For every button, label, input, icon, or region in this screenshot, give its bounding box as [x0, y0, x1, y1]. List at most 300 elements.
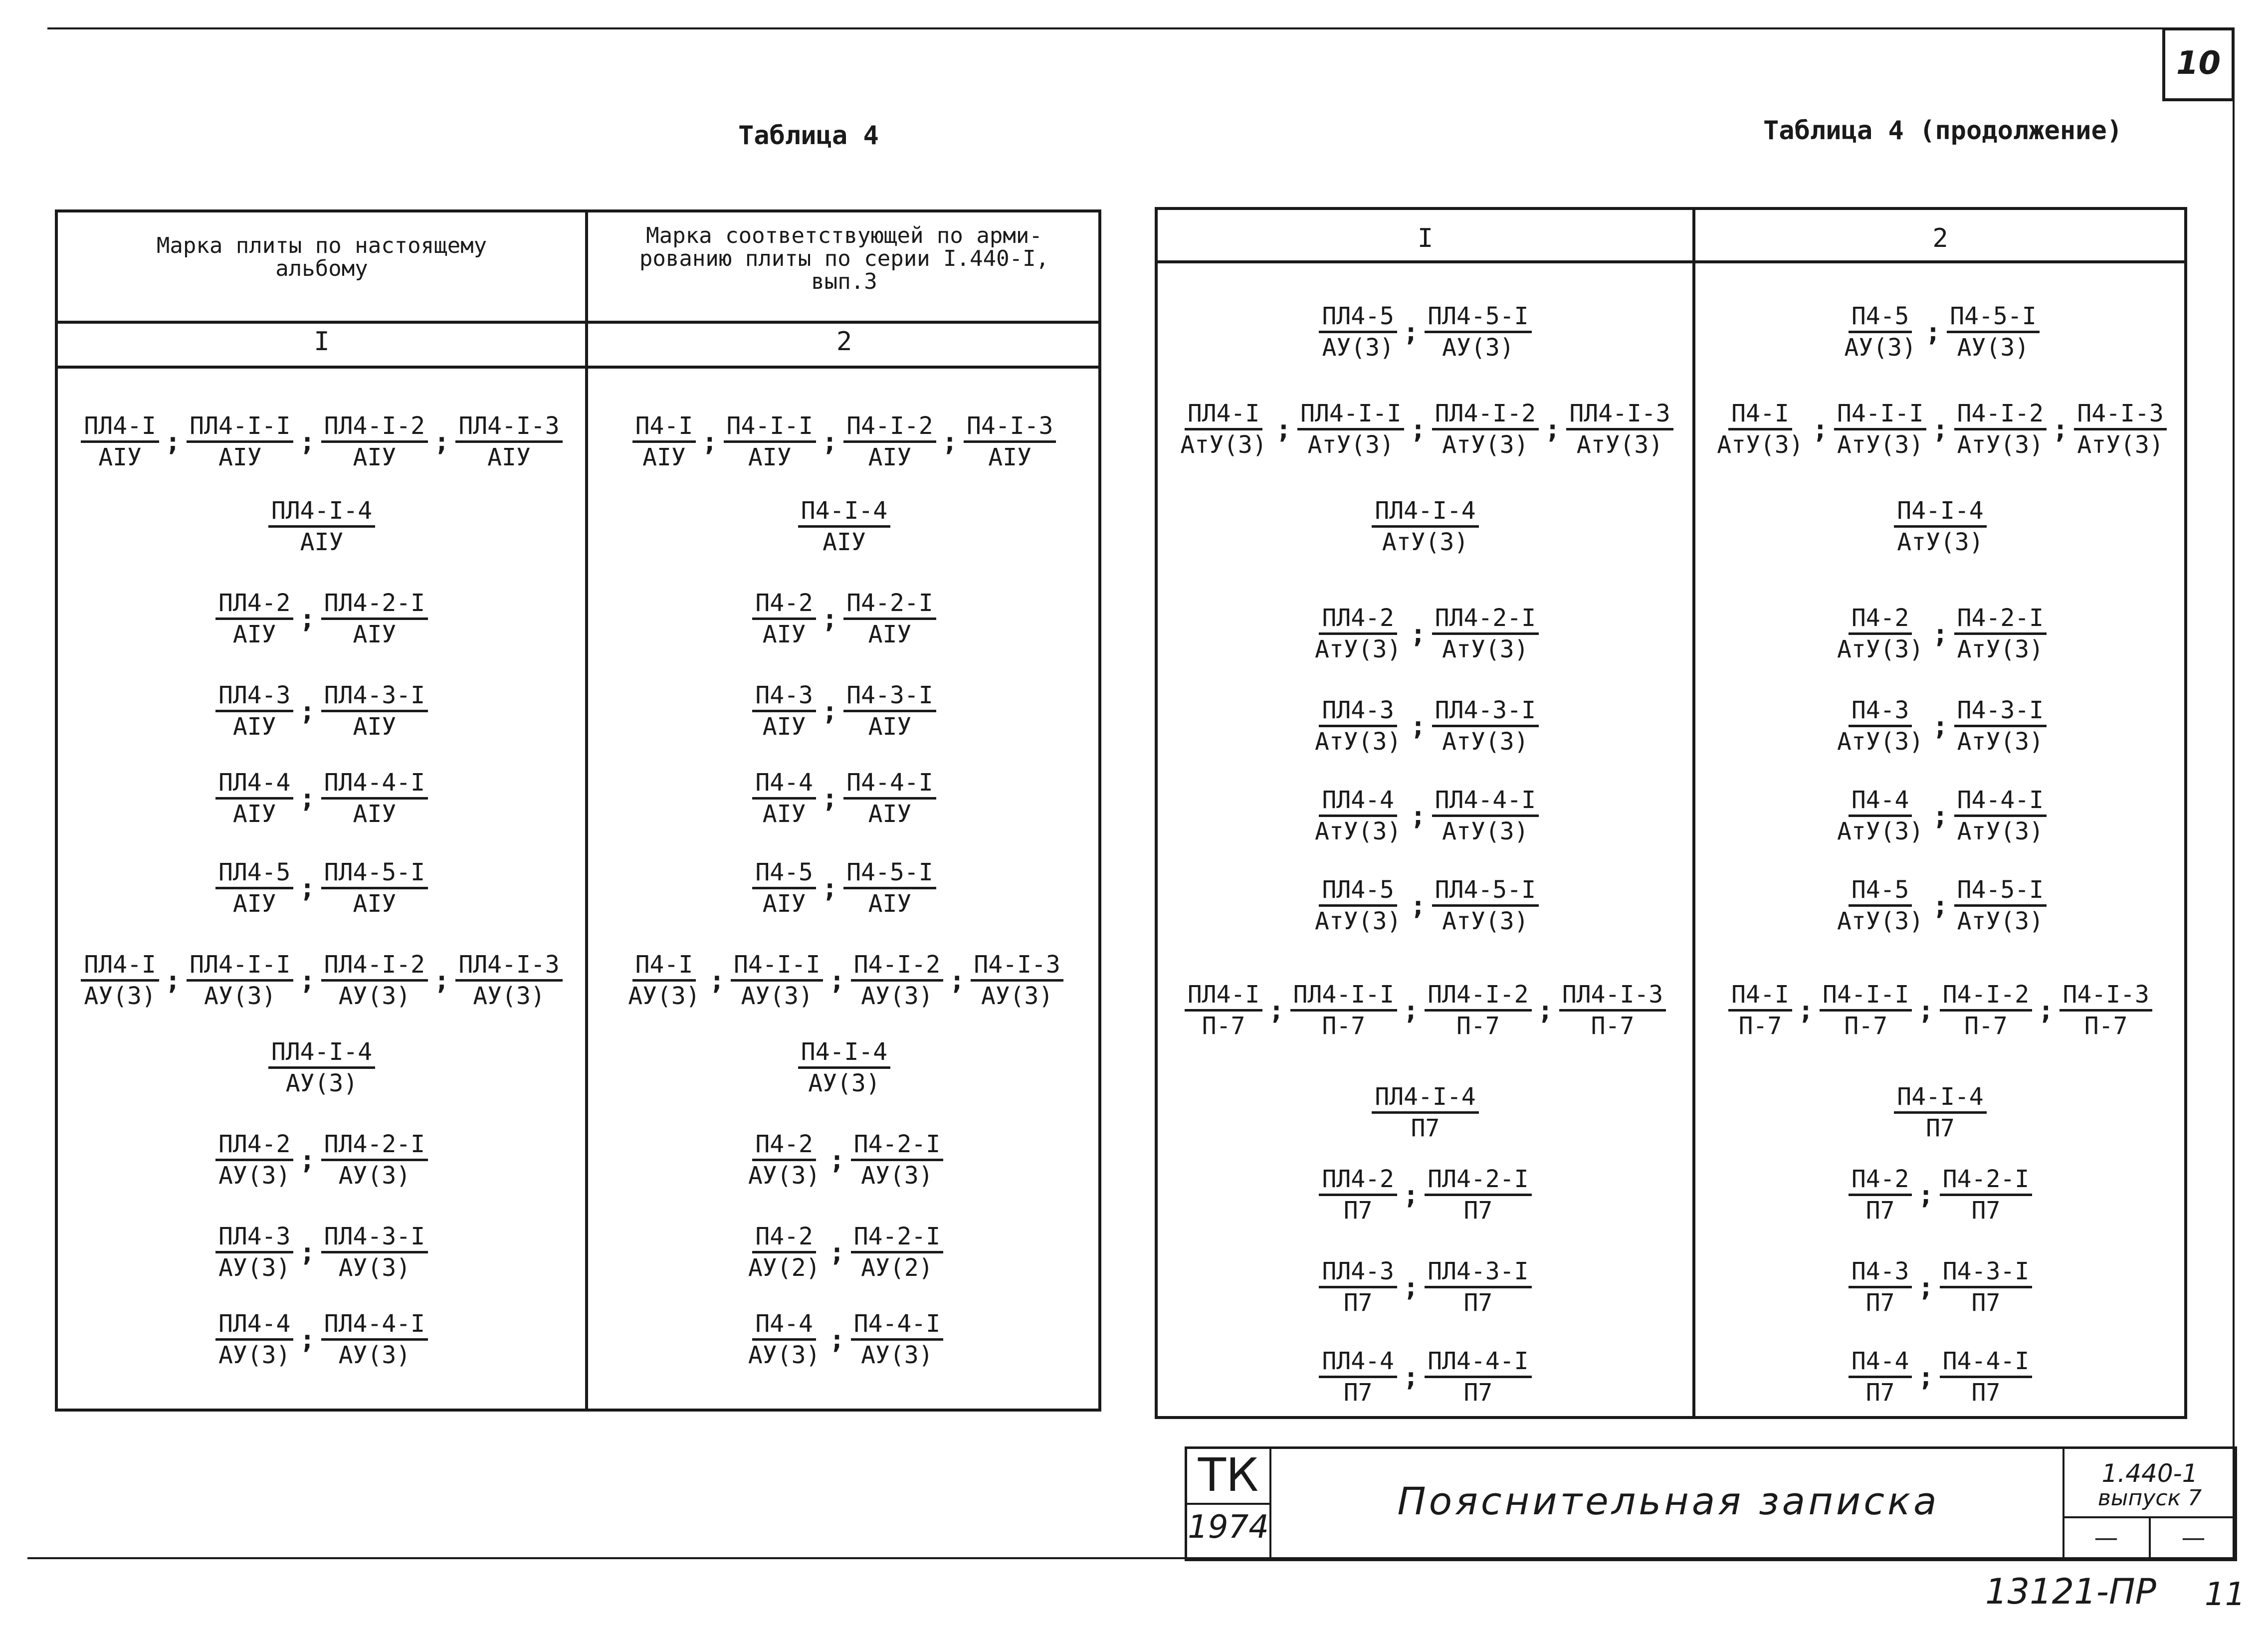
- reinforcement-class: AтУ(3): [1717, 431, 1804, 459]
- reinforcement-class: AтУ(3): [1315, 907, 1402, 935]
- mark-fraction: [1425, 1165, 1531, 1225]
- mark-row: [1160, 496, 1691, 557]
- reinforcement-class: AIУ: [300, 528, 344, 556]
- mark-row: [591, 411, 1097, 472]
- reinforcement-class: AIУ: [762, 713, 806, 741]
- mark-fraction: [215, 1309, 294, 1370]
- mark-fraction: [1312, 696, 1404, 756]
- mark-name: П4-I: [1728, 980, 1792, 1012]
- mark-name: ПЛ4-3-I: [321, 1222, 428, 1253]
- reinforcement-class: AУ(2): [748, 1254, 821, 1282]
- reinforcement-class: П-7: [2084, 1012, 2128, 1040]
- mark-row: [1160, 604, 1691, 664]
- mark-fraction: [1432, 875, 1539, 936]
- mark-name: П4-I-I: [724, 411, 816, 443]
- mark-name: ПЛ4-I-3: [455, 411, 562, 443]
- reinforcement-class: AтУ(3): [1442, 728, 1529, 756]
- separator: ;: [1410, 711, 1426, 741]
- reinforcement-class: AУ(3): [1442, 334, 1514, 362]
- mark-row: [591, 589, 1097, 649]
- mark-name: ПЛ4-5-I: [1432, 875, 1539, 907]
- mark-name: П4-I-4: [1894, 496, 1986, 528]
- mark-name: ПЛ4-4-I: [321, 1309, 428, 1341]
- mark-name: ПЛ4-I-2: [1425, 980, 1531, 1012]
- left-col2-number: 2: [836, 327, 852, 357]
- mark-name: ПЛ4-2-I: [1425, 1165, 1531, 1196]
- mark-name: П4-I: [632, 950, 696, 982]
- reinforcement-class: П7: [1865, 1197, 1895, 1224]
- mark-row: [1696, 604, 2185, 664]
- mark-name: ПЛ4-3: [215, 681, 294, 712]
- reinforcement-class: AтУ(3): [1897, 528, 1984, 556]
- mark-fraction: [724, 411, 816, 472]
- mark-name: П4-I-2: [843, 411, 936, 443]
- mark-name: П4-5: [752, 858, 816, 889]
- mark-fraction: [321, 768, 428, 828]
- reinforcement-class: AIУ: [988, 443, 1031, 471]
- left-header-line-1: [55, 321, 1101, 324]
- separator: ;: [299, 1324, 315, 1355]
- mark-row: [591, 496, 1097, 557]
- mark-fraction: [1290, 980, 1397, 1040]
- reinforcement-class: П7: [1463, 1197, 1493, 1224]
- mark-fraction: [1954, 399, 2047, 459]
- mark-name: ПЛ4-2: [215, 1130, 294, 1161]
- mark-fraction: [321, 681, 428, 741]
- mark-row: [1696, 696, 2185, 756]
- mark-fraction: [1312, 875, 1404, 936]
- mark-name: ПЛ4-5: [1319, 875, 1397, 907]
- reinforcement-class: AУ(3): [218, 1341, 291, 1369]
- mark-name: ПЛ4-4: [215, 1309, 294, 1341]
- reinforcement-class: AУ(3): [204, 982, 276, 1010]
- mark-name: П4-I-3: [964, 411, 1056, 443]
- mark-fraction: [1319, 302, 1397, 362]
- reinforcement-class: AтУ(3): [1957, 728, 2044, 756]
- mark-row: [1160, 1082, 1691, 1143]
- mark-fraction: [752, 768, 816, 828]
- separator: ;: [299, 1237, 315, 1267]
- mark-fraction: [455, 411, 562, 472]
- mark-fraction: [1940, 1257, 2032, 1317]
- mark-fraction: [1372, 1082, 1478, 1143]
- mark-name: П4-3: [1849, 1257, 1912, 1288]
- reinforcement-class: AУ(3): [338, 982, 411, 1010]
- separator: ;: [1268, 995, 1284, 1025]
- separator: ;: [434, 965, 450, 996]
- stamp-dash-2: —: [2181, 1524, 2206, 1552]
- mark-name: П4-3-I: [1954, 696, 2047, 727]
- stamp-series: 1.440-1: [2101, 1459, 2198, 1488]
- separator: ;: [709, 965, 725, 996]
- mark-row: [1160, 875, 1691, 936]
- stamp-org: ТК: [1198, 1448, 1259, 1502]
- mark-name: П4-2: [752, 1130, 816, 1161]
- mark-name: П4-I-3: [971, 950, 1063, 982]
- mark-row: [591, 1037, 1097, 1098]
- reinforcement-class: AIУ: [868, 713, 912, 741]
- stamp-year: 1974: [1188, 1509, 1269, 1546]
- mark-name: П4-I-I: [1820, 980, 1912, 1012]
- reinforcement-class: AУ(3): [748, 1341, 821, 1369]
- separator: ;: [822, 783, 838, 814]
- reinforcement-class: AIУ: [642, 443, 686, 471]
- reinforcement-class: AтУ(3): [1442, 431, 1529, 459]
- reinforcement-class: AтУ(3): [1315, 635, 1402, 663]
- reinforcement-class: П-7: [1964, 1012, 2008, 1040]
- mark-fraction: [1894, 496, 1986, 557]
- mark-row: [1696, 875, 2185, 936]
- reinforcement-class: AIУ: [868, 890, 912, 918]
- reinforcement-class: AтУ(3): [1382, 528, 1469, 556]
- reinforcement-class: AУ(2): [861, 1254, 933, 1282]
- mark-fraction: [1319, 1165, 1397, 1225]
- separator: ;: [165, 426, 181, 457]
- mark-name: П4-3-I: [843, 681, 936, 712]
- mark-fraction: [971, 950, 1063, 1011]
- mark-fraction: [81, 950, 159, 1011]
- mark-name: ПЛ4-2-I: [321, 1130, 428, 1161]
- separator: ;: [1812, 414, 1828, 444]
- reinforcement-class: П-7: [1591, 1012, 1635, 1040]
- mark-name: ПЛ4-I: [81, 411, 159, 443]
- stamp-dash-1: —: [2094, 1524, 2118, 1552]
- reinforcement-class: AУ(3): [1844, 334, 1916, 362]
- mark-fraction: [1849, 1165, 1912, 1225]
- mark-row: [591, 950, 1097, 1011]
- mark-name: П4-I-2: [1954, 399, 2047, 430]
- reinforcement-class: П7: [1865, 1379, 1895, 1407]
- reinforcement-class: AУ(3): [338, 1341, 411, 1369]
- mark-name: ПЛ4-I: [81, 950, 159, 982]
- mark-fraction: [1940, 1347, 2032, 1407]
- mark-fraction: [752, 681, 816, 741]
- frame-right-line: [2233, 27, 2235, 1559]
- mark-fraction: [187, 950, 293, 1011]
- mark-row: [1696, 1347, 2185, 1407]
- mark-name: ПЛ4-4-I: [1425, 1347, 1531, 1378]
- mark-name: П4-I-2: [851, 950, 943, 982]
- mark-name: ПЛ4-2: [215, 589, 294, 620]
- separator: ;: [829, 1145, 845, 1175]
- reinforcement-class: AIУ: [868, 443, 912, 471]
- mark-name: ПЛ4-3-I: [321, 681, 428, 712]
- reinforcement-class: AУ(3): [338, 1162, 411, 1190]
- mark-name: П4-4-I: [843, 768, 936, 800]
- mark-name: П4-I-4: [1894, 1082, 1986, 1114]
- reinforcement-class: AIУ: [232, 890, 276, 918]
- mark-fraction: [321, 411, 428, 472]
- mark-fraction: [1820, 980, 1912, 1040]
- separator: ;: [2053, 414, 2068, 444]
- stamp-title: Пояснительная записка: [1397, 1479, 1940, 1523]
- reinforcement-class: AУ(3): [861, 982, 933, 1010]
- left-col1-header: Марка плиты по настоящему альбому: [156, 233, 487, 281]
- separator: ;: [822, 604, 838, 634]
- reinforcement-class: AIУ: [353, 890, 397, 918]
- mark-row: [1160, 1347, 1691, 1407]
- mark-fraction: [632, 411, 696, 472]
- reinforcement-class: AIУ: [353, 800, 397, 828]
- mark-name: ПЛ4-I-2: [321, 950, 428, 982]
- reinforcement-class: AУ(3): [1322, 334, 1394, 362]
- reinforcement-class: П7: [1926, 1114, 1955, 1142]
- separator: ;: [1918, 1362, 1934, 1392]
- reinforcement-class: AтУ(3): [1957, 635, 2044, 663]
- mark-name: ПЛ4-2-I: [321, 589, 428, 620]
- mark-name: П4-2: [752, 589, 816, 620]
- mark-fraction: [843, 768, 936, 828]
- mark-name: П4-3: [752, 681, 816, 712]
- mark-fraction: [851, 1222, 943, 1282]
- mark-fraction: [1834, 696, 1926, 756]
- mark-name: ПЛ4-I-I: [1290, 980, 1397, 1012]
- reinforcement-class: AУ(3): [1957, 334, 2030, 362]
- mark-fraction: [1185, 980, 1263, 1040]
- mark-name: П4-2-I: [1954, 604, 2047, 635]
- separator: ;: [299, 965, 315, 996]
- mark-name: ПЛ4-I-4: [1372, 1082, 1478, 1114]
- mark-fraction: [1432, 696, 1539, 756]
- mark-row: [1160, 980, 1691, 1040]
- separator: ;: [1403, 1272, 1419, 1302]
- separator: ;: [1932, 618, 1948, 649]
- reinforcement-class: П7: [1343, 1197, 1373, 1224]
- reinforcement-class: AУ(3): [218, 1162, 291, 1190]
- mark-fraction: [1432, 786, 1539, 846]
- mark-fraction: [752, 589, 816, 649]
- mark-fraction: [1372, 496, 1478, 557]
- mark-name: П4-5-I: [843, 858, 936, 889]
- mark-name: П4-2-I: [843, 589, 936, 620]
- right-table-caption: Таблица 4 (продолжение): [1763, 116, 2123, 146]
- separator: ;: [702, 426, 718, 457]
- reinforcement-class: П7: [1343, 1379, 1373, 1407]
- separator: ;: [949, 965, 965, 996]
- reinforcement-class: AтУ(3): [1837, 431, 1924, 459]
- mark-fraction: [1319, 1347, 1397, 1407]
- mark-name: П4-4-I: [1954, 786, 2047, 817]
- reinforcement-class: AУ(3): [861, 1162, 933, 1190]
- separator: ;: [1410, 618, 1426, 649]
- mark-fraction: [1849, 1257, 1912, 1317]
- mark-fraction: [215, 768, 294, 828]
- mark-row: [60, 589, 584, 649]
- separator: ;: [829, 1324, 845, 1355]
- reinforcement-class: AтУ(3): [1957, 907, 2044, 935]
- mark-row: [591, 1130, 1097, 1190]
- reinforcement-class: AУ(3): [338, 1254, 411, 1282]
- reinforcement-class: П7: [1463, 1289, 1493, 1317]
- mark-name: ПЛ4-I-I: [1297, 399, 1404, 430]
- mark-fraction: [321, 950, 428, 1011]
- mark-fraction: [731, 950, 823, 1011]
- mark-fraction: [1432, 399, 1539, 459]
- reinforcement-class: П-7: [1738, 1012, 1782, 1040]
- mark-name: ПЛ4-2-I: [1432, 604, 1539, 635]
- mark-fraction: [215, 589, 294, 649]
- mark-fraction: [851, 950, 943, 1011]
- reinforcement-class: AIУ: [487, 443, 531, 471]
- mark-name: ПЛ4-I-I: [187, 411, 293, 443]
- separator: ;: [1410, 801, 1426, 831]
- mark-name: П4-3: [1849, 696, 1912, 727]
- mark-name: П4-I-3: [2060, 980, 2152, 1012]
- mark-name: ПЛ4-I-3: [455, 950, 562, 982]
- mark-fraction: [625, 950, 703, 1011]
- mark-name: ПЛ4-4: [1319, 786, 1397, 817]
- page-number: 10: [2176, 45, 2221, 82]
- mark-row: [60, 768, 584, 828]
- mark-row: [60, 950, 584, 1011]
- mark-fraction: [2060, 980, 2152, 1040]
- mark-row: [60, 411, 584, 472]
- separator: ;: [299, 873, 315, 903]
- reinforcement-class: AIУ: [232, 620, 276, 648]
- reinforcement-class: П7: [1971, 1289, 2001, 1317]
- reinforcement-class: AтУ(3): [1957, 817, 2044, 845]
- mark-name: ПЛ4-I-I: [187, 950, 293, 982]
- mark-name: П4-2: [752, 1222, 816, 1253]
- mark-name: П4-3-I: [1940, 1257, 2032, 1288]
- separator: ;: [942, 426, 958, 457]
- reinforcement-class: AIУ: [98, 443, 142, 471]
- mark-name: П4-5-I: [1947, 302, 2039, 333]
- reinforcement-class: AтУ(3): [1837, 635, 1924, 663]
- reinforcement-class: AУ(3): [473, 982, 545, 1010]
- reinforcement-class: AтУ(3): [1307, 431, 1394, 459]
- mark-fraction: [1728, 980, 1792, 1040]
- mark-fraction: [1834, 399, 1926, 459]
- right-header-line: [1155, 260, 2187, 263]
- mark-fraction: [798, 496, 890, 557]
- mark-name: ПЛ4-3: [1319, 1257, 1397, 1288]
- reinforcement-class: AIУ: [762, 890, 806, 918]
- left-col1-number: I: [314, 327, 330, 357]
- separator: ;: [1918, 995, 1934, 1025]
- mark-fraction: [268, 1037, 375, 1098]
- mark-fraction: [843, 411, 936, 472]
- mark-fraction: [851, 1130, 943, 1190]
- separator: ;: [1932, 414, 1948, 444]
- mark-fraction: [1425, 1257, 1531, 1317]
- separator: ;: [299, 783, 315, 814]
- mark-name: ПЛ4-3-I: [1432, 696, 1539, 727]
- mark-fraction: [752, 858, 816, 918]
- mark-fraction: [1566, 399, 1673, 459]
- left-col2-header: Марка соответствующей по арми- рованию плиты по серии I.440-I, вып.3: [639, 223, 1049, 294]
- mark-name: П4-5: [1849, 875, 1912, 907]
- reinforcement-class: AIУ: [353, 620, 397, 648]
- reinforcement-class: AтУ(3): [1180, 431, 1267, 459]
- mark-name: ПЛ4-3: [1319, 696, 1397, 727]
- reinforcement-class: AтУ(3): [1442, 907, 1529, 935]
- mark-name: П4-I: [632, 411, 696, 443]
- mark-name: П4-4: [752, 1309, 816, 1341]
- reinforcement-class: AтУ(3): [1315, 728, 1402, 756]
- mark-name: ПЛ4-I-2: [1432, 399, 1539, 430]
- mark-name: ПЛ4-5: [1319, 302, 1397, 333]
- reinforcement-class: AУ(3): [981, 982, 1053, 1010]
- mark-fraction: [1940, 1165, 2032, 1225]
- reinforcement-class: П7: [1971, 1197, 2001, 1224]
- stamp-divider-3: [2149, 1516, 2151, 1561]
- mark-fraction: [745, 1130, 824, 1190]
- mark-fraction: [81, 411, 159, 472]
- mark-name: П4-2-I: [851, 1130, 943, 1161]
- reinforcement-class: AУ(3): [285, 1069, 358, 1097]
- separator: ;: [1918, 1180, 1934, 1210]
- separator: ;: [1410, 890, 1426, 921]
- mark-fraction: [1432, 604, 1539, 664]
- mark-name: ПЛ4-5-I: [321, 858, 428, 889]
- mark-fraction: [798, 1037, 890, 1098]
- mark-fraction: [1297, 399, 1404, 459]
- reinforcement-class: AтУ(3): [1837, 728, 1924, 756]
- reinforcement-class: П7: [1865, 1289, 1895, 1317]
- mark-fraction: [215, 681, 294, 741]
- mark-row: [591, 681, 1097, 741]
- reinforcement-class: AIУ: [762, 620, 806, 648]
- separator: ;: [1798, 995, 1814, 1025]
- separator: ;: [1932, 801, 1948, 831]
- separator: ;: [1403, 317, 1419, 347]
- reinforcement-class: AIУ: [868, 800, 912, 828]
- mark-name: ПЛ4-I: [1185, 980, 1263, 1012]
- mark-row: [1696, 399, 2185, 459]
- mark-name: ПЛ4-I-3: [1559, 980, 1666, 1012]
- reinforcement-class: AтУ(3): [1442, 635, 1529, 663]
- mark-name: П4-I-I: [731, 950, 823, 982]
- separator: ;: [1545, 414, 1561, 444]
- mark-name: ПЛ4-5: [215, 858, 294, 889]
- right-table-divider: [1692, 207, 1695, 1419]
- mark-name: П4-2-I: [851, 1222, 943, 1253]
- footer-sheet: 11: [2205, 1576, 2246, 1613]
- mark-fraction: [843, 681, 936, 741]
- reinforcement-class: AУ(3): [628, 982, 700, 1010]
- mark-fraction: [1849, 1347, 1912, 1407]
- mark-fraction: [1319, 1257, 1397, 1317]
- mark-name: ПЛ4-I-4: [268, 1037, 375, 1069]
- mark-fraction: [1559, 980, 1666, 1040]
- mark-name: П4-4: [1849, 786, 1912, 817]
- mark-fraction: [1834, 786, 1926, 846]
- separator: ;: [2038, 995, 2054, 1025]
- separator: ;: [299, 696, 315, 726]
- reinforcement-class: П7: [1463, 1379, 1493, 1407]
- mark-fraction: [1947, 302, 2039, 362]
- stamp-divider-org: [1185, 1503, 1270, 1505]
- mark-name: П4-I: [1728, 399, 1792, 430]
- separator: ;: [1403, 995, 1419, 1025]
- right-col1-number: I: [1417, 223, 1434, 253]
- mark-row: [591, 858, 1097, 918]
- mark-fraction: [1312, 604, 1404, 664]
- mark-fraction: [321, 858, 428, 918]
- mark-name: ПЛ4-5-I: [1425, 302, 1531, 333]
- reinforcement-class: AIУ: [868, 620, 912, 648]
- mark-fraction: [321, 1309, 428, 1370]
- mark-name: П4-2: [1849, 1165, 1912, 1196]
- mark-fraction: [1894, 1082, 1986, 1143]
- left-table-divider: [585, 209, 588, 1412]
- separator: ;: [1932, 711, 1948, 741]
- mark-row: [591, 768, 1097, 828]
- stamp-issue: выпуск 7: [2097, 1485, 2202, 1511]
- mark-row: [1160, 399, 1691, 459]
- mark-name: П4-5: [1849, 302, 1912, 333]
